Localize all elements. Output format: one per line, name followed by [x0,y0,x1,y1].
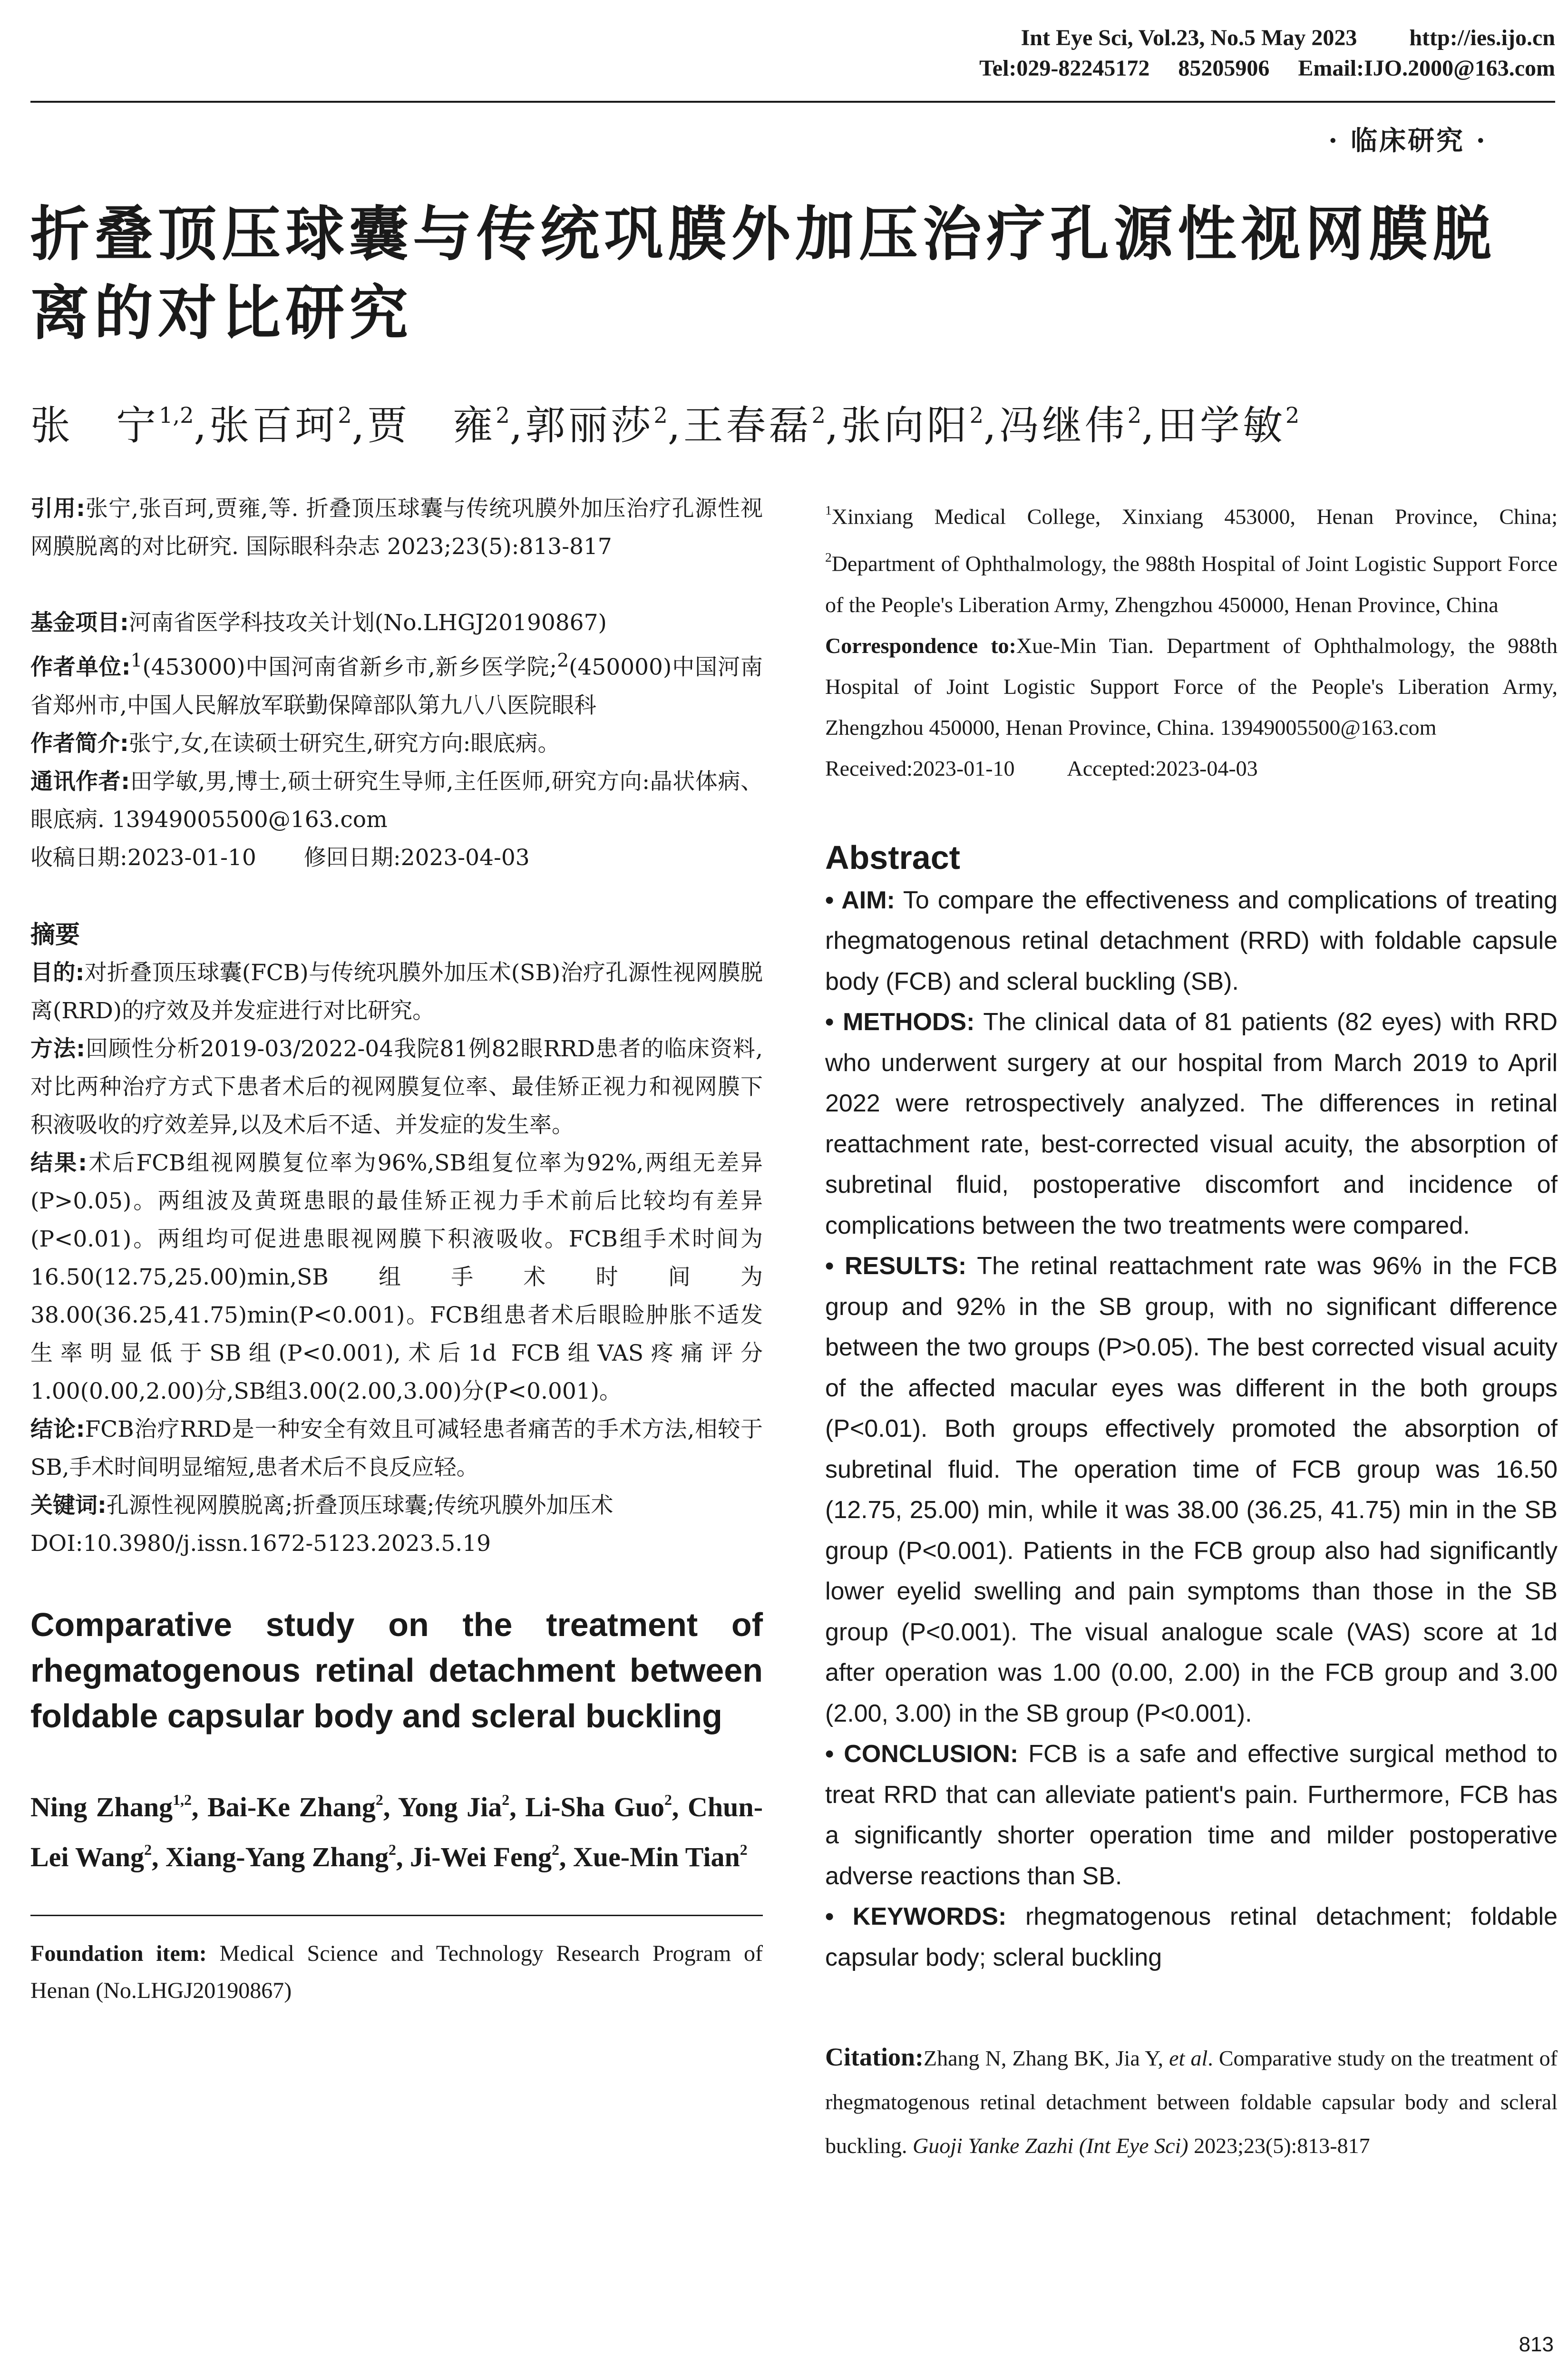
label: Citation: [825,2043,924,2072]
unit-cn-text: (450000)中国河南省郑州市,中国人民解放军联勤保障部队第九八八医院眼科 [30,654,763,719]
author-cn: 贾 雍 [367,402,496,449]
label: Foundation item: [30,1940,207,1966]
author-aff: 2 [811,402,826,428]
label: 作者简介: [30,730,129,757]
label: 引用: [30,496,85,522]
abstract-cn-aim [30,954,763,1030]
citation-title: . Comparative study on the treatment of rhegmatogenous retinal detachment between foldable capsular body and scleral buckling. [825,2046,1558,2158]
fund-cn-text: 河南省医学科技攻关计划(No.LHGJ20190867) [128,610,607,636]
methods-en-text: The clinical data of 81 patients (82 eyes) with RRD who underwent surgery at our hospital from March 2019 to April 2022 were retrospectively analyzed. The differences in retinal reattachment rate, best-corrected visual acuity, the absorption of subretinal fluid, postoperative discomfort and incidence of complications between the two treatments were compared. [825,1008,1558,1239]
authors-cn: 张 宁$^{1,2}$,张百珂$^2$,贾 雍$^2$,郭丽莎$^2$,王春磊$^2$,张向阳$^2$,冯继伟$^2$,田学敏$^2$ [30,402,1300,449]
page-number: 813 [1519,2333,1554,2356]
corr-cn [30,763,763,839]
dates-cn [30,839,763,877]
author-aff: 2 [496,402,510,428]
aim-cn-text: 对折叠顶压球囊(FCB)与传统巩膜外加压术(SB)治疗孔源性视网膜脱离(RRD)的疗效及并发症进行对比研究。 [30,959,763,1024]
header-divider [30,101,1555,103]
result-cn-text: 术后FCB组视网膜复位率为96%,SB组复位率为92%,两组无差异(P>0.05)。两组波及黄斑患眼的最佳矫正视力手术前后比较均有差异(P<0.01)。两组均可促进患眼视网膜下积液吸收。FCB组手术时间为16.50(12.75,25.00)min,SB组手术时间为38.00(36.25,41.75)min(P<0.001)。FCB组患者术后眼睑肿胀不适发生率明显低于SB组(P<0.001),术后1d FCB组VAS疼痛评分1.00(0.00,2.00)分,SB组3.00(2.00,3.00)分(P<0.001)。 [30,1150,763,1404]
bio-cn-text: 张宁,女,在读硕士研究生,研究方向:眼底病。 [128,730,560,757]
aff-sup: 2 [557,650,569,672]
revised-label: 修回日期: [303,844,401,871]
journal-info: Int Eye Sci, Vol.23, No.5 May 2023 [1021,25,1357,50]
keywords-cn [30,1487,763,1525]
label: 关键词: [30,1492,107,1519]
author-en: Bai-Ke Zhang [207,1791,376,1822]
abstract-en-aim [825,880,1558,1003]
journal-url[interactable]: http://ies.ijo.cn [1409,25,1555,50]
aim-en-text: To compare the effectiveness and complications of treating rhegmatogenous retinal detachment (RRD) with foldable capsule body (FCB) and scleral buckling (SB). [825,886,1558,995]
abstract-cn-heading: 摘要 [30,920,80,949]
label: • KEYWORDS: [825,1903,1007,1931]
author-aff: 2 [389,1841,396,1858]
foundation-text: Medical Science and Technology Research Program of Henan (No.LHGJ20190867) [30,1940,763,2003]
label: 结果: [30,1150,88,1176]
author-en: Xiang-Yang Zhang [166,1841,389,1872]
bio-cn [30,725,763,763]
author-aff: 1,2 [173,1791,192,1808]
author-cn: 冯继伟 [999,402,1128,449]
author-en: Ji-Wei Feng [409,1841,552,1872]
author-aff: 2 [653,402,668,428]
author-aff: 2 [375,1791,383,1808]
author-cn: 郭丽莎 [525,402,654,449]
author-aff: 2 [338,402,352,428]
journal-header [880,23,1555,84]
author-cn: 张百珂 [209,402,338,449]
author-aff: 1,2 [159,402,194,428]
author-en: Ning Zhang [30,1791,173,1822]
abstract-en-keywords [825,1897,1558,1978]
citation-etal: et al [1169,2046,1208,2071]
journal-tel2: 85205906 [1178,56,1270,81]
citation-cn-text: 张宁,张百珂,贾雍,等. 折叠顶压球囊与传统巩膜外加压治疗孔源性视网膜脱离的对比研究. 国际眼科杂志 2023;23(5):813-817 [30,496,763,560]
citation-authors: Zhang N, Zhang BK, Jia Y, [923,2046,1163,2071]
results-en-text: The retinal reattachment rate was 96% in the FCB group and 92% in the SB group, with no significant difference between the two groups (P>0.05). The best corrected visual acuity of the affected macular eyes was different in the both groups (P<0.01). Both groups effectively promoted the absorption of subretinal fluid. The operation time of FCB group was 16.50 (12.75, 25.00) min, while it was 38.00 (36.25, 41.75) min in the SB group (P<0.001). Patients in the FCB group also had significantly lower eyelid swelling and pain symptoms than those in the SB group (P<0.001). The visual analogue scale (VAS) score at 1d after operation was 1.00 (0.00, 2.00) in the FCB group and 3.00 (2.00, 3.00) in the SB group (P<0.001). [825,1252,1558,1727]
affiliations-en [825,490,1558,625]
author-en: Li-Sha Guo [525,1791,664,1822]
journal-tel: Tel:029-82245172 [979,56,1150,81]
section-label: · 临床研究 · [1328,125,1487,156]
citation-en [825,2035,1558,2168]
concl-en-text: FCB is a safe and effective surgical method to treat RRD that can alleviate patient's pain. Furthermore, FCB has a significantly shorter operation time and milder postoperative adverse reactions than SB. [825,1740,1558,1890]
label: Correspondence to: [825,633,1016,658]
citation-cn [30,490,763,566]
author-cn: 田学敏 [1157,402,1286,449]
received-label: 收稿日期: [30,844,127,871]
foundation-divider [30,1915,763,1916]
abstract-cn-method [30,1030,763,1144]
label: • AIM: [825,886,895,914]
affil-text: Department of Ophthalmology, the 988th Hospital of Joint Logistic Support Force of the People's Liberation Army, Zhengzhou 450000, Henan Province, China [825,551,1558,617]
label: 结论: [30,1416,85,1442]
unit-cn [30,642,763,725]
label: • METHODS: [825,1008,975,1036]
journal-email[interactable]: Email:IJO.2000@163.com [1298,56,1555,81]
author-aff: 2 [740,1841,748,1858]
concl-cn-text: FCB治疗RRD是一种安全有效且可减轻患者痛苦的手术方法,相较于SB,手术时间明显缩短,患者术后不良反应轻。 [30,1416,763,1481]
label: • RESULTS: [825,1252,967,1280]
revised-date: 2023-04-03 [400,844,530,871]
author-aff: 2 [1285,402,1300,428]
author-aff: 2 [502,1791,510,1808]
label: 通讯作者: [30,768,130,795]
received-en: Received:2023-01-10 [825,756,1015,780]
abstract-cn-conclusion [30,1411,763,1487]
corr-en-text: Xue-Min Tian. Department of Ophthalmology, the 988th Hospital of Joint Logistic Support Force of the People's Liberation Army, Zhengzhou 450000, Henan Province, China. 13949005500@163.com [825,633,1558,740]
header-line-2 [880,53,1555,84]
author-aff: 2 [551,1841,559,1858]
kw-en-text: rhegmatogenous retinal detachment; foldable capsular body; scleral buckling [825,1903,1558,1971]
foundation-item [30,1935,763,2009]
author-aff: 2 [969,402,984,428]
authors-en: Ning Zhang$^{1,2}$, Bai-Ke Zhang$^2$, Yong Jia$^2$, Li-Sha Guo$^2$, Chun-Lei Wang$^2$, Xiang-Yang Zhang$^2$, Ji-Wei Feng$^2$, Xue-Min Tian$^2$ [30,1791,763,1872]
fund-cn [30,604,763,642]
abstract-en-results [825,1246,1558,1734]
kw-cn-text: 孔源性视网膜脱离;折叠顶压球囊;传统巩膜外加压术 [106,1492,614,1519]
right-column [825,490,1558,2168]
abstract-en-methods [825,1002,1558,1246]
aff-sup: 1 [130,650,143,672]
left-column [30,490,763,2009]
aff-sup: 1 [825,503,832,517]
method-cn-text: 回顾性分析2019-03/2022-04我院81例82眼RRD患者的临床资料,对比两种治疗方式下患者术后的视网膜复位率、最佳矫正视力和视网膜下积液吸收的疗效差异,以及术后不适、并发症的发生率。 [30,1035,763,1138]
correspondence-en [825,625,1558,748]
label: 目的: [30,959,85,986]
author-cn: 王春磊 [683,402,812,449]
received-date: 2023-01-10 [127,844,256,871]
label: 方法: [30,1035,86,1062]
dates-en [825,748,1558,789]
abstract-en-conclusion [825,1734,1558,1897]
label: 作者单位: [30,654,131,681]
author-aff: 2 [664,1791,672,1808]
header-line-1 [880,23,1555,53]
author-aff: 2 [1127,402,1142,428]
author-en: Xue-Min Tian [573,1841,740,1872]
author-en: Yong Jia [398,1791,502,1822]
unit-cn-text: (453000)中国河南省新乡市,新乡医学院; [142,654,557,681]
author-en: Chun-Lei Wang [30,1791,763,1872]
citation-journal: Guoji Yanke Zazhi (Int Eye Sci) [912,2133,1188,2158]
doi[interactable]: DOI:10.3980/j.issn.1672-5123.2023.5.19 [30,1530,491,1557]
citation-volume: 2023;23(5):813-817 [1194,2133,1370,2158]
english-title: Comparative study on the treatment of rhegmatogenous retinal detachment between foldable capsular body and scleral buckling [30,1606,763,1734]
author-cn: 张向阳 [841,402,970,449]
author-aff: 2 [144,1841,152,1858]
affil-text: Xinxiang Medical College, Xinxiang 453000, Henan Province, China; [831,504,1558,529]
abstract-cn-result [30,1144,763,1411]
page-title: 折叠顶压球囊与传统巩膜外加压治疗孔源性视网膜脱离的对比研究 [30,200,1497,348]
abstract-en-heading: Abstract [825,838,960,876]
aff-sup: 2 [825,550,832,565]
accepted-en: Accepted:2023-04-03 [1067,756,1258,780]
corr-cn-text: 田学敏,男,博士,硕士研究生导师,主任医师,研究方向:晶状体病、眼底病. 13949005500@163.com [30,768,763,833]
label: • CONCLUSION: [825,1740,1019,1768]
author-cn: 张 宁 [30,402,159,449]
label: 基金项目: [30,610,129,636]
